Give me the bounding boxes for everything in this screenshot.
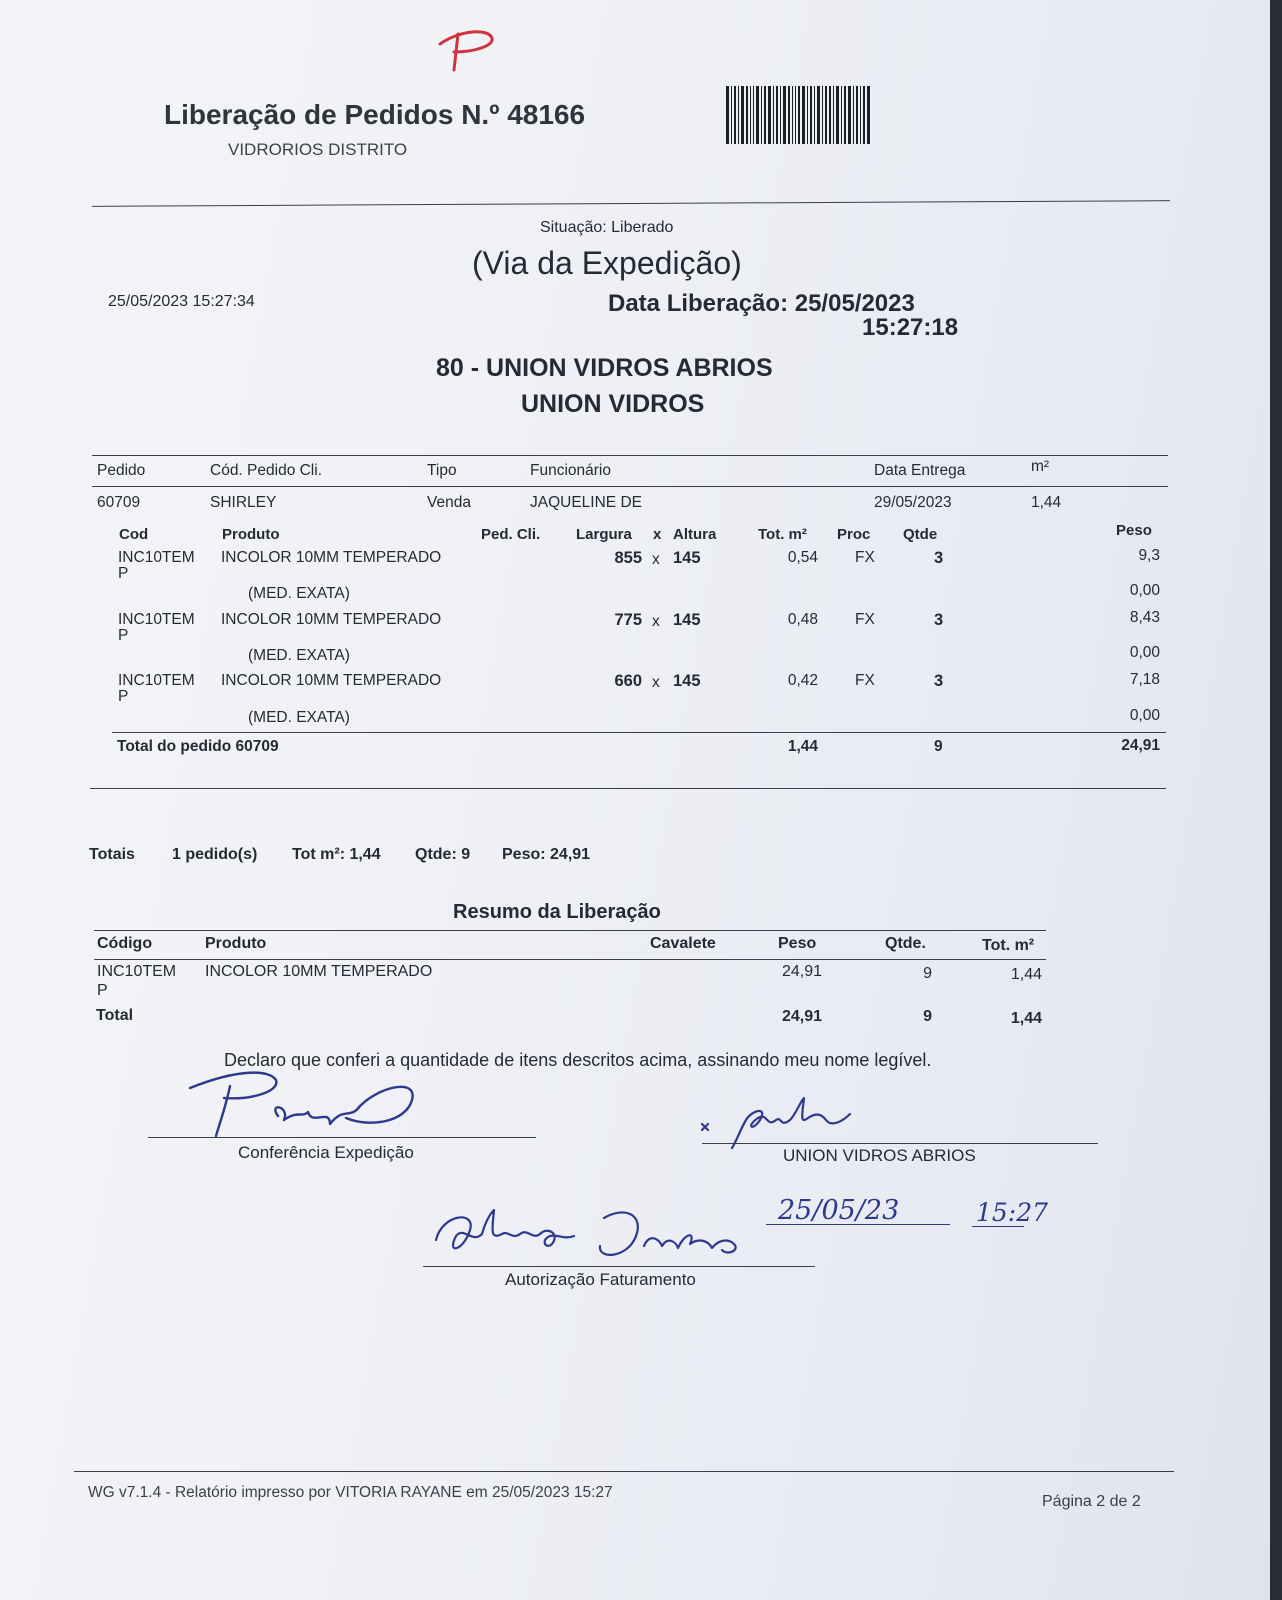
resumo-total-m2: 1,44 <box>1010 1010 1042 1027</box>
order-total-m2: 1,44 <box>787 738 818 755</box>
barcode-bar <box>726 86 729 144</box>
resumo-total-label: Total <box>96 1007 134 1024</box>
item-cod: INC10TEM <box>118 611 195 628</box>
item-peso-secondary: 0,00 <box>1129 707 1160 724</box>
barcode-bar <box>867 86 870 144</box>
barcode-bar <box>833 86 834 144</box>
resumo-header-cavalete: Cavalete <box>650 935 716 952</box>
barcode-bar <box>798 86 800 144</box>
order-total-peso: 24,91 <box>1121 737 1160 754</box>
conferencia-signature <box>180 1066 450 1146</box>
copy-type: (Via da Expedição) <box>472 245 742 281</box>
items-total-line <box>112 732 1166 733</box>
barcode-bar <box>802 86 805 144</box>
item-largura: 660 <box>614 672 642 690</box>
item-x: x <box>652 551 660 568</box>
col-header-cod-pedido-cli: Cód. Pedido Cli. <box>210 462 323 479</box>
resumo-header-codigo: Código <box>97 935 153 952</box>
order-data-entrega: 29/05/2023 <box>874 494 952 511</box>
item-qtde: 3 <box>934 672 944 690</box>
item-tot-m2: 0,48 <box>787 611 818 628</box>
order-pedido: 60709 <box>97 494 141 511</box>
item-header-tot-m2: Tot. m² <box>758 526 807 543</box>
col-header-tipo: Tipo <box>427 462 457 479</box>
barcode-bar <box>783 86 786 144</box>
totals-pedidos: 1 pedido(s) <box>172 846 258 863</box>
resumo-qtde: 9 <box>923 965 932 982</box>
barcode-bar <box>756 86 759 144</box>
item-proc: FX <box>855 611 875 628</box>
barcode-bar <box>853 86 854 144</box>
company-name: VIDRORIOS DISTRITO <box>228 140 408 159</box>
barcode-bar <box>829 86 831 144</box>
barcode-bar <box>780 86 781 144</box>
barcode-graphic <box>726 86 918 144</box>
totals-label: Totais <box>89 846 135 863</box>
item-peso: 9,3 <box>1138 547 1160 564</box>
item-altura: 145 <box>673 549 701 567</box>
item-obs: (MED. EXATA) <box>248 647 350 664</box>
resumo-codigo: INC10TEM <box>97 963 177 980</box>
item-peso: 8,43 <box>1129 609 1160 626</box>
barcode-bar <box>817 86 820 144</box>
col-header-m2: m² <box>1031 458 1050 475</box>
barcode-bar <box>795 86 796 144</box>
col-header-pedido: Pedido <box>97 462 146 479</box>
barcode-bar <box>810 86 812 144</box>
resumo-produto: INCOLOR 10MM TEMPERADO <box>205 963 433 980</box>
barcode-bar <box>822 86 823 144</box>
resumo-header-produto: Produto <box>205 935 267 952</box>
item-obs: (MED. EXATA) <box>248 709 350 726</box>
order-cod-pedido-cli: SHIRLEY <box>210 494 277 511</box>
item-header-cod: Cod <box>119 526 149 543</box>
order-table-top-line <box>92 455 1168 456</box>
item-header-produto: Produto <box>222 526 280 543</box>
declaration-text: Declaro que conferi a quantidade de itens descritos acima, assinando meu nome legível. <box>224 1050 932 1070</box>
barcode-bar <box>860 86 861 144</box>
barcode-bar <box>753 86 754 144</box>
item-peso: 7,18 <box>1129 671 1160 688</box>
item-tot-m2: 0,54 <box>787 549 818 566</box>
item-proc: FX <box>855 672 875 689</box>
item-peso-secondary: 0,00 <box>1129 644 1160 661</box>
item-cod-suffix: P <box>118 565 129 582</box>
totals-peso: Peso: 24,91 <box>502 846 591 863</box>
item-cod: INC10TEM <box>118 549 195 566</box>
autorizacao-signature-line <box>423 1266 815 1267</box>
item-altura: 145 <box>673 611 701 629</box>
totals-m2: Tot m²: 1,44 <box>292 846 381 863</box>
item-largura: 855 <box>614 549 642 567</box>
autorizacao-signature <box>428 1200 768 1272</box>
handwritten-date-underline <box>766 1224 950 1225</box>
item-header-peso: Peso <box>1116 522 1152 539</box>
resumo-tot-m2: 1,44 <box>1010 966 1042 983</box>
resumo-total-qtde: 9 <box>923 1008 932 1025</box>
col-header-data-entrega: Data Entrega <box>874 462 966 479</box>
barcode-bar <box>863 86 865 144</box>
order-m2: 1,44 <box>1031 494 1062 511</box>
conferencia-signature-line <box>148 1137 536 1138</box>
barcode-bar <box>856 86 858 144</box>
barcode-bar <box>734 86 736 144</box>
footer-line <box>74 1471 1174 1472</box>
release-time: 15:27:18 <box>862 314 959 341</box>
resumo-top-line <box>94 930 1046 931</box>
item-tot-m2: 0,42 <box>787 672 818 689</box>
resumo-title: Resumo da Liberação <box>453 901 661 923</box>
resumo-header-peso: Peso <box>778 935 817 952</box>
barcode-bar <box>776 86 778 144</box>
barcode-bar <box>741 86 744 144</box>
item-qtde: 3 <box>934 611 944 629</box>
resumo-header-line <box>94 959 1046 960</box>
order-table-header-line <box>92 486 1168 487</box>
item-largura: 775 <box>614 611 642 629</box>
barcode-bar <box>807 86 808 144</box>
client-line-1: 80 - UNION VIDROS ABRIOS <box>436 354 773 382</box>
item-header-altura: Altura <box>673 526 717 543</box>
header-divider <box>92 200 1170 207</box>
item-header-proc: Proc <box>837 526 871 543</box>
barcode-bar <box>836 86 839 144</box>
order-tipo: Venda <box>427 494 471 511</box>
col-header-funcionario: Funcionário <box>530 462 611 479</box>
barcode-bar <box>848 86 851 144</box>
barcode-bar <box>764 86 766 144</box>
barcode-bar <box>761 86 762 144</box>
item-cod-suffix: P <box>118 627 129 644</box>
barcode-bar <box>768 86 771 144</box>
client-signature-line <box>702 1143 1098 1144</box>
item-obs: (MED. EXATA) <box>248 585 350 602</box>
conferencia-label: Conferência Expedição <box>238 1143 414 1162</box>
item-altura: 145 <box>673 672 701 690</box>
item-cod-suffix: P <box>118 688 129 705</box>
item-header-qtde: Qtde <box>903 526 938 543</box>
item-header-largura: Largura <box>576 526 632 543</box>
item-x: x <box>652 674 660 691</box>
client-line-2: UNION VIDROS <box>521 390 705 418</box>
client-label: UNION VIDROS ABRIOS <box>783 1146 976 1165</box>
handwritten-time-underline <box>972 1226 1024 1227</box>
release-date: Data Liberação: 25/05/2023 <box>608 290 915 317</box>
item-produto: INCOLOR 10MM TEMPERADO <box>221 549 442 566</box>
item-header-x: x <box>653 526 662 543</box>
barcode-bar <box>750 86 751 144</box>
resumo-codigo-suffix: P <box>97 982 108 999</box>
handwritten-date: 25/05/23 <box>778 1195 900 1226</box>
barcode-bar <box>773 86 774 144</box>
barcode-bar <box>792 86 793 144</box>
item-x: x <box>652 613 660 630</box>
item-produto: INCOLOR 10MM TEMPERADO <box>221 611 442 628</box>
barcode-bar <box>731 86 732 144</box>
item-produto: INCOLOR 10MM TEMPERADO <box>221 672 442 689</box>
item-header-ped-cli: Ped. Cli. <box>481 526 541 543</box>
autorizacao-label: Autorização Faturamento <box>505 1270 696 1289</box>
item-proc: FX <box>855 549 875 566</box>
totals-qtde: Qtde: 9 <box>415 846 471 863</box>
resumo-total-peso: 24,91 <box>781 1008 822 1025</box>
red-p-mark <box>430 22 500 82</box>
barcode-bar <box>825 86 827 144</box>
barcode-bar <box>844 86 846 144</box>
print-datetime: 25/05/2023 15:27:34 <box>108 293 255 310</box>
page-number: Página 2 de 2 <box>1042 1493 1141 1510</box>
barcode-bar <box>814 86 815 144</box>
order-funcionario: JAQUELINE DE <box>530 494 642 511</box>
barcode-bar <box>738 86 739 144</box>
barcode-bar <box>746 86 748 144</box>
resumo-peso: 24,91 <box>781 963 822 980</box>
barcode-bar <box>788 86 790 144</box>
resumo-header-tot-m2: Tot. m² <box>982 937 1035 954</box>
item-peso-secondary: 0,00 <box>1129 582 1160 599</box>
document-title: Liberação de Pedidos N.º 48166 <box>164 99 586 130</box>
footer-printed-by: WG v7.1.4 - Relatório impresso por VITORIA RAYANE em 25/05/2023 15:27 <box>88 1484 613 1501</box>
item-cod: INC10TEM <box>118 672 195 689</box>
order-section-bottom-line <box>90 788 1166 789</box>
handwritten-time: 15:27 <box>976 1198 1049 1227</box>
status-text: Situação: Liberado <box>540 219 674 236</box>
barcode-bar <box>841 86 842 144</box>
resumo-header-qtde: Qtde. <box>885 935 926 952</box>
item-qtde: 3 <box>934 549 944 567</box>
order-total-label: Total do pedido 60709 <box>117 738 279 755</box>
order-total-qtde: 9 <box>934 738 943 755</box>
